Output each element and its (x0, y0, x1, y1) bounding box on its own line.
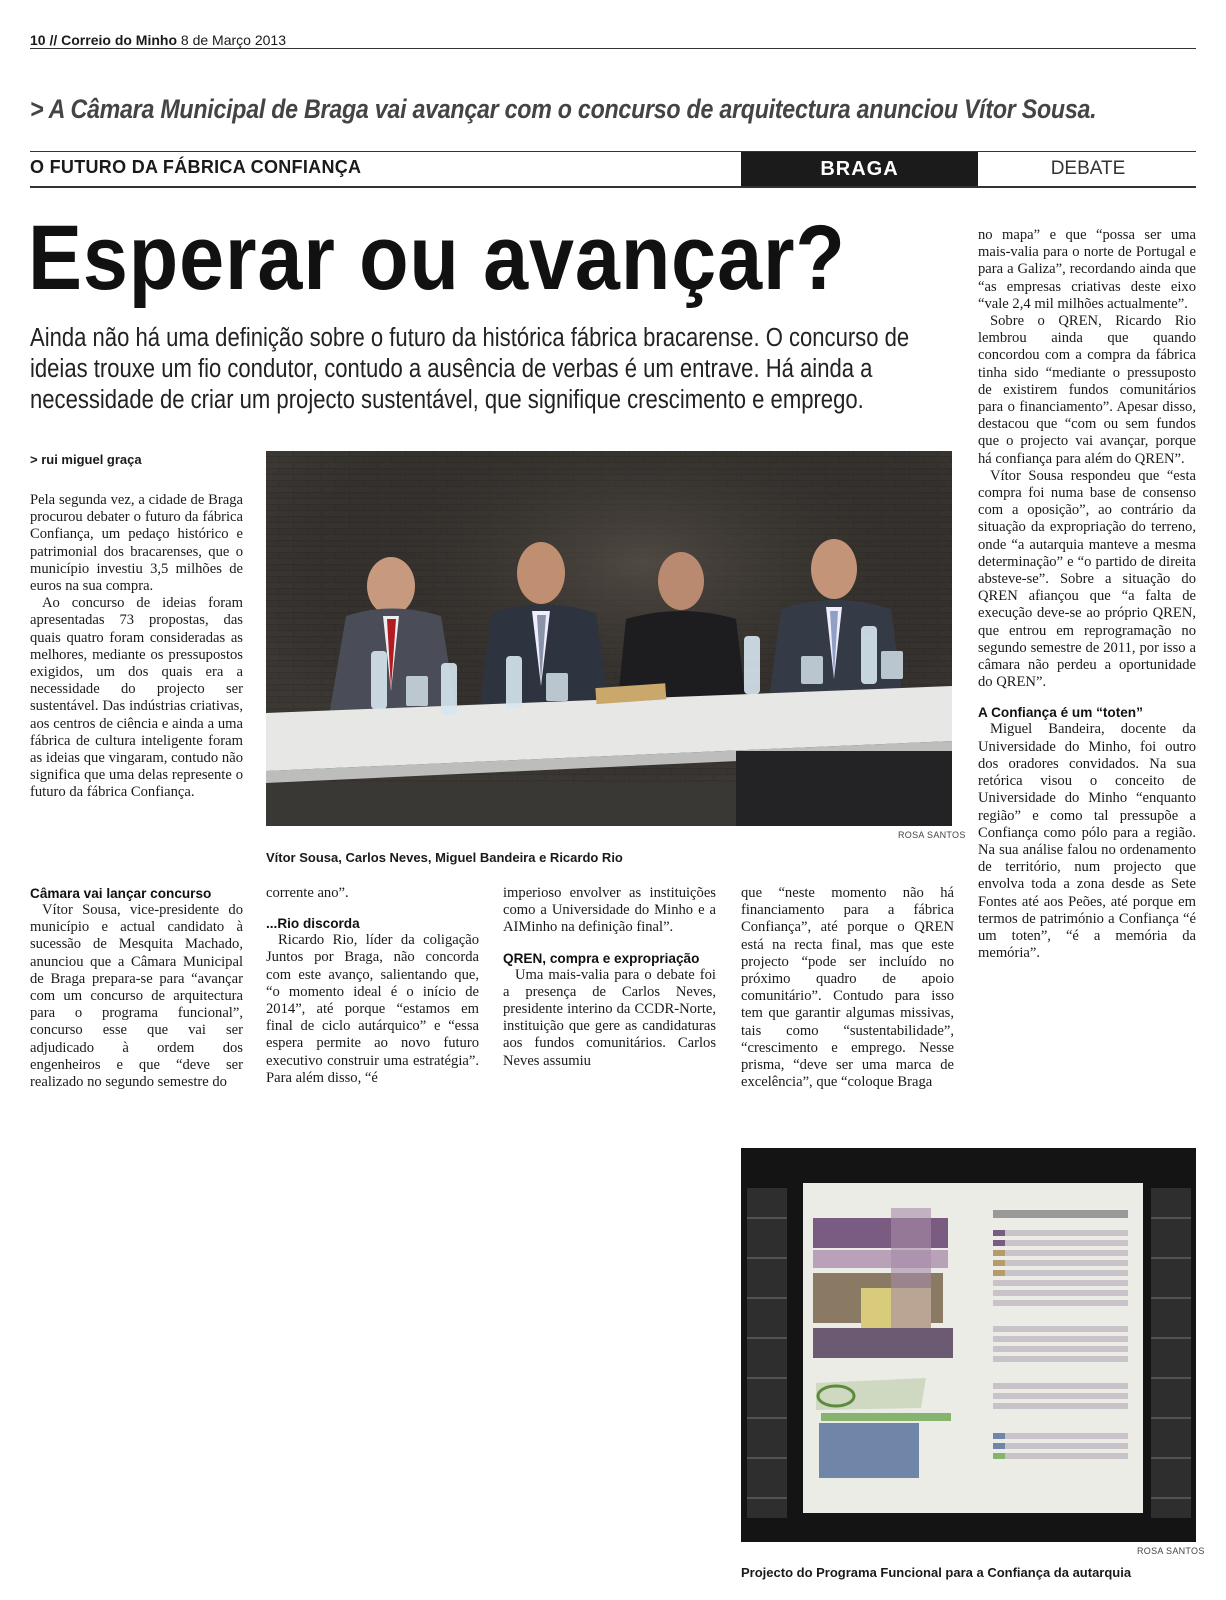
article-column-3 (503, 885, 716, 1070)
paragraph: Ao concurso de ideias foram apresentadas 73 propostas, das quais quatro foram consideradas as melhores, mediante os pressupostos exigidos, um dos quais era a necessidade do projecto ser sustentável. Das indústrias criativas, aos centros de ciência e ainda a uma fábrica de cultura inteligente foram as ideias que vingaram, contudo não significa que uma delas represente o futuro da fábrica Confiança. (30, 595, 243, 801)
subheading: ...Rio discorda (266, 916, 360, 932)
subheading: QREN, compra e expropriação (503, 950, 700, 966)
paragraph: Sobre o QREN, Ricardo Rio lembrou ainda que quando concordou com a compra da fábrica tinha sido “mediante o pressuposto de existirem fundos comunitários para o financiamento”. Apesar disso, destacou que “com ou sem fundos que o projecto vai avançar, porque há confiança para além do QREN”. (978, 313, 1196, 467)
photo-credit: ROSA SANTOS (1137, 1546, 1205, 1556)
section-rule-bottom (30, 186, 1196, 188)
page-folio (30, 32, 286, 48)
paragraph: Miguel Bandeira, docente da Universidade do Minho, foi outro dos oradores convidados. Na sua retórica visou o conceito de Universidade do Minho “enquanto região” e como tal pressupõe a Confiança como pólo para a região. Na sua análise falou no ordenamento de território, num projecto que envolva toda a zona desde as Sete Fontes até aos Peões, até porque em termos de património a Confiança “é um toten”, “é a memória da memória”. (978, 721, 1196, 962)
article-column-5 (978, 227, 1196, 962)
paragraph: no mapa” e que “possa ser uma mais-valia para o norte de Portugal e para a Galiza”, recordando ainda que “as empresas criativas deste eixo “vale 2,4 mil milhões actualmente”. (978, 227, 1196, 312)
byline: > rui miguel graça (30, 452, 142, 467)
article-column-1 (30, 492, 243, 802)
subheading: A Confiança é um “toten” (978, 705, 1143, 721)
panel-photo (266, 451, 952, 826)
paragraph: corrente ano”. (266, 885, 349, 901)
paragraph: Vítor Sousa respondeu que “esta compra foi numa base de consenso com a oposição”, ao contrário da situação da expropriação do terreno, onde “a autarquia manteve a mesma determinação” e “o partido de direita absteve-se”. Sobre a situação do QREN afiançou que “a falta de execução deve-se ao próprio QREN, que entrou em reprogramação no segundo semestre de 2011, por isso a câmara não perdeu a oportunidade do QREN”. (978, 467, 1196, 691)
paragraph: imperioso envolver as instituições como a Universidade do Minho e a AIMinho na definição final”. (503, 885, 716, 936)
headline: Esperar ou avançar? (28, 207, 846, 309)
paragraph: Vítor Sousa, vice-presidente do município e actual candidato à sucessão de Mesquita Machado, anunciou que a Câmara Municipal de Braga prepara-se para “avançar com um concurso de arquitectura para o programa funcional”, concurso esse que vai ser adjudicado à ordem dos engenheiros e que “deve ser realizado no segundo semestre do (30, 902, 243, 1091)
paragraph: Uma mais-valia para o debate foi a presença de Carlos Neves, presidente interino da CCDR-Norte, instituição que gere as candidaturas aos fundos comunitários. Carlos Neves assumiu (503, 966, 716, 1069)
photo-credit: ROSA SANTOS (898, 830, 966, 840)
top-rule (30, 48, 1196, 49)
standfirst: Ainda não há uma definição sobre o futuro da histórica fábrica bracarense. O concurso de ideias trouxe um fio condutor, contudo a ausência de verbas é um entrave. Há ainda a necessidade de criar um projecto sustentável, que signifique crescimento e emprego. (30, 324, 910, 414)
panel-photo-illustration (266, 451, 952, 826)
paragraph: Pela segunda vez, a cidade de Braga procurou debater o futuro da fábrica Confiança, um pedaço histórico e patrimonial dos bracarenses, que o município investiu 3,5 milhões de euros na sua compra. (30, 492, 243, 595)
paragraph: que “neste momento não há financiamento para a fábrica Confiança”, até porque o QREN está na recta final, mas que este projecto “pode ser incluído no próximo quadro de apoio comunitário”. Contudo para isso tem que garantir algumas missivas, tais como “sustentabilidade”, “crescimento e emprego. Nesse prisma, “deve ser uma marca de excelência”, que “coloque Braga (741, 885, 954, 1091)
article-column-1b (30, 885, 243, 1091)
paragraph: Ricardo Rio, líder da coligação Juntos por Braga, não concorda com este avanço, salientando que, “o momento ideal é o início de 2014”, até porque “estamos em final de ciclo autárquico” e “essa espera permite ao novo futuro executivo construir uma estratégia”. Para além disso, “é (266, 932, 479, 1086)
plan-photo-illustration (741, 1148, 1196, 1542)
newspaper-name: Correio do Minho (61, 32, 178, 48)
page-number: 10 (30, 32, 46, 48)
subheading: Câmara vai lançar concurso (30, 886, 212, 901)
issue-date: 8 de Março 2013 (180, 32, 286, 48)
article-column-2 (266, 885, 479, 1087)
article-column-4 (741, 885, 954, 1091)
teaser-line: > A Câmara Municipal de Braga vai avançar com o concurso de arquitectura anunciou Vítor Sousa. (30, 94, 1097, 124)
plan-photo (741, 1148, 1196, 1542)
photo-caption: Projecto do Programa Funcional para a Confiança da autarquia (741, 1565, 1132, 1580)
photo-caption: Vítor Sousa, Carlos Neves, Miguel Bandeira e Ricardo Rio (266, 850, 623, 865)
section-type: DEBATE (1050, 158, 1126, 179)
section-tag: BRAGA (741, 152, 978, 186)
section-title: O FUTURO DA FÁBRICA CONFIANÇA (30, 157, 362, 177)
folio-separator: // (49, 32, 58, 48)
